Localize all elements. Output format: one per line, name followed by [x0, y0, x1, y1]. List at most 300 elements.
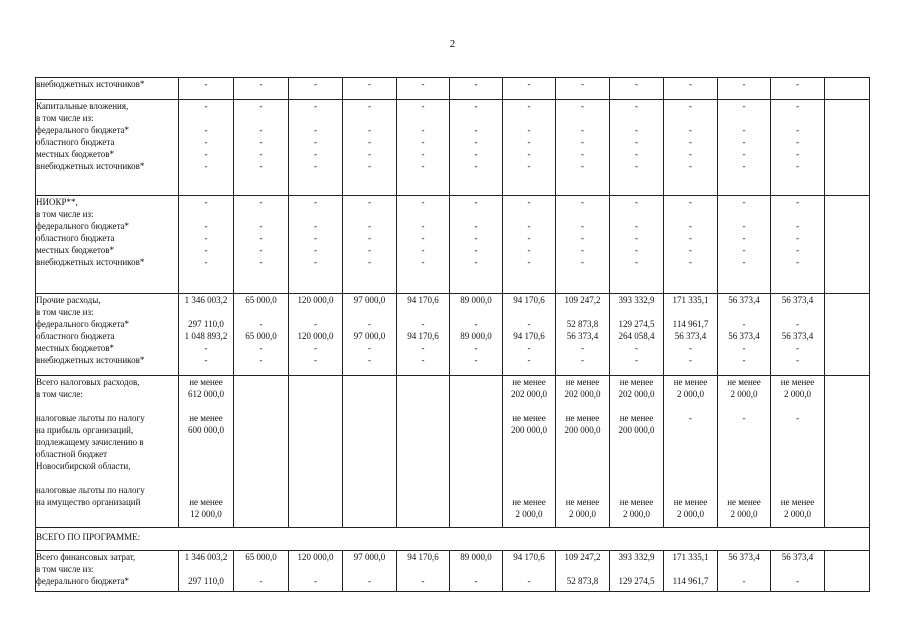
row-label-line	[36, 400, 178, 412]
row-label-line: в том числе из:	[36, 209, 94, 219]
cell-value	[556, 460, 609, 472]
cell-value: -	[368, 79, 371, 89]
cell-value: не менее	[189, 413, 223, 423]
cell-value	[397, 112, 449, 124]
cell-value: -	[527, 343, 531, 353]
cell-value: -	[421, 245, 425, 255]
value-cell	[450, 294, 503, 376]
cell-value: -	[421, 233, 425, 243]
cell-value	[397, 376, 449, 388]
cell-value: -	[204, 355, 208, 365]
cell-value: -	[581, 161, 584, 171]
row-label-line: НИОКР**,	[36, 197, 78, 207]
cell-value	[503, 436, 555, 448]
cell-value	[825, 78, 869, 90]
cell-value	[771, 484, 824, 496]
cell-value: не менее	[512, 413, 546, 423]
value-cell	[610, 100, 664, 196]
cell-value	[664, 460, 717, 472]
cell-value: -	[204, 79, 208, 89]
cell-value: -	[421, 197, 425, 207]
row-label-line: в том числе из:	[36, 307, 94, 317]
cell-value: -	[581, 245, 584, 255]
row-label-line: местных бюджетов*	[36, 149, 115, 159]
cell-value: -	[635, 137, 638, 147]
cell-value	[718, 306, 770, 318]
row-label-line: внебюджетных источников*	[36, 355, 145, 365]
cell-value	[664, 112, 717, 124]
cell-value: 297 110,0	[188, 576, 224, 586]
row-label	[36, 376, 179, 528]
cell-value	[397, 563, 449, 575]
cell-value: -	[368, 576, 371, 586]
value-cell	[234, 196, 289, 294]
table-row	[36, 528, 870, 551]
table-row	[36, 294, 870, 376]
row-label-line: внебюджетных источников*	[36, 79, 145, 89]
cell-value: -	[742, 343, 746, 353]
cell-value	[771, 208, 824, 220]
cell-value	[771, 400, 824, 412]
cell-value	[718, 400, 770, 412]
cell-value	[718, 484, 770, 496]
cell-value: -	[314, 355, 317, 365]
cell-value: 56 373,4	[728, 331, 760, 341]
cell-value: -	[527, 221, 531, 231]
cell-value: 393 332,9	[618, 295, 655, 305]
cell-value: -	[314, 319, 317, 329]
row-label	[36, 551, 179, 592]
value-cell	[503, 294, 556, 376]
cell-value: -	[689, 137, 692, 147]
row-label-line: областного бюджета	[36, 331, 115, 341]
cell-value: -	[689, 343, 692, 353]
cell-value	[556, 472, 609, 484]
value-cell	[289, 294, 343, 376]
value-cell	[179, 294, 234, 376]
value-cell	[556, 78, 610, 100]
cell-value	[397, 306, 449, 318]
value-cell	[718, 78, 771, 100]
cell-value: -	[581, 355, 584, 365]
cell-value: 97 000,0	[353, 331, 386, 341]
cell-value: 297 110,0	[188, 319, 224, 329]
cell-value: -	[742, 125, 746, 135]
cell-value: не менее	[673, 377, 708, 387]
cell-value: -	[796, 221, 799, 231]
cell-value	[289, 208, 342, 220]
cell-value: -	[314, 233, 317, 243]
page-number: 2	[449, 38, 456, 50]
cell-value: не менее	[619, 497, 654, 507]
cell-value: -	[368, 137, 371, 147]
cell-value	[179, 472, 233, 484]
cell-value: 97 000,0	[353, 552, 386, 562]
cell-value: 2 000,0	[730, 509, 758, 519]
value-cell	[718, 294, 771, 376]
cell-value: не менее	[727, 377, 761, 387]
value-cell	[343, 294, 397, 376]
cell-value: -	[474, 197, 478, 207]
cell-value: -	[368, 343, 371, 353]
value-cell	[771, 551, 825, 592]
cell-value: 94 170,6	[407, 552, 439, 562]
cell-value: -	[259, 137, 263, 147]
cell-value: -	[689, 79, 692, 89]
value-cell	[450, 376, 503, 528]
cell-value: -	[742, 79, 746, 89]
table-body	[36, 78, 870, 592]
cell-value	[556, 436, 609, 448]
cell-value: -	[635, 257, 638, 267]
row-label	[36, 196, 179, 294]
row-label-line: в том числе из:	[36, 113, 94, 123]
cell-value: 2 000,0	[569, 509, 596, 519]
cell-value	[610, 472, 663, 484]
cell-value	[289, 376, 342, 388]
cell-value: -	[581, 137, 584, 147]
cell-value: -	[527, 149, 531, 159]
cell-value: -	[527, 355, 531, 365]
cell-value: -	[635, 161, 638, 171]
cell-value	[179, 563, 233, 575]
row-label-line: областного бюджета	[36, 137, 115, 147]
cell-value	[664, 563, 717, 575]
row-label-line: Прочие расходы,	[36, 295, 101, 305]
cell-value	[610, 448, 663, 460]
value-cell	[503, 551, 556, 592]
value-cell	[610, 551, 664, 592]
cell-value	[556, 306, 609, 318]
cell-value: -	[474, 257, 478, 267]
row-label-line: подлежащему зачислению в	[36, 437, 144, 447]
row-label-line: федерального бюджета*	[36, 221, 130, 231]
cell-value	[664, 436, 717, 448]
cell-value: -	[742, 319, 746, 329]
cell-value: -	[314, 197, 317, 207]
cell-value: 65 000,0	[245, 552, 277, 562]
cell-value: 56 373,4	[728, 295, 760, 305]
cell-value: -	[796, 245, 799, 255]
cell-value: 114 961,7	[672, 576, 709, 586]
cell-value: -	[635, 355, 638, 365]
cell-value: -	[581, 149, 584, 159]
cell-value: -	[204, 137, 208, 147]
cell-value	[289, 563, 342, 575]
cell-value	[825, 376, 869, 388]
cell-value	[179, 448, 233, 460]
cell-value: 65 000,0	[245, 295, 277, 305]
cell-value: 109 247,2	[564, 552, 601, 562]
value-cell	[503, 196, 556, 294]
cell-value: не менее	[565, 377, 600, 387]
cell-value: не менее	[189, 497, 223, 507]
cell-value	[179, 400, 233, 412]
table-row	[36, 196, 870, 294]
value-cell	[397, 551, 450, 592]
cell-value	[556, 484, 609, 496]
cell-value	[503, 400, 555, 412]
value-cell	[343, 196, 397, 294]
cell-value	[825, 196, 869, 208]
value-cell	[825, 100, 870, 196]
cell-value	[289, 306, 342, 318]
cell-value	[718, 472, 770, 484]
cell-value: -	[204, 221, 208, 231]
cell-value: -	[796, 343, 799, 353]
value-cell	[664, 78, 718, 100]
cell-value	[718, 424, 770, 436]
cell-value: -	[421, 101, 425, 111]
cell-value: -	[474, 343, 478, 353]
value-cell	[289, 376, 343, 528]
cell-value: -	[314, 137, 317, 147]
cell-value	[718, 448, 770, 460]
cell-value: -	[204, 101, 208, 111]
value-cell	[503, 78, 556, 100]
cell-value: 56 373,4	[781, 331, 814, 341]
cell-value	[503, 208, 555, 220]
row-label-line: областной бюджет	[36, 449, 108, 459]
value-cell	[718, 551, 771, 592]
cell-value: -	[742, 245, 746, 255]
cell-value	[771, 112, 824, 124]
cell-value: 2 000,0	[784, 389, 811, 399]
cell-value: -	[259, 161, 263, 171]
cell-value: 56 373,4	[728, 552, 760, 562]
cell-value: -	[314, 221, 317, 231]
cell-value	[718, 436, 770, 448]
cell-value	[771, 306, 824, 318]
cell-value: -	[204, 197, 208, 207]
cell-value: -	[635, 79, 638, 89]
cell-value	[664, 448, 717, 460]
cell-value: не менее	[565, 497, 600, 507]
table-row	[36, 100, 870, 196]
cell-value: -	[259, 233, 263, 243]
cell-value: -	[368, 257, 371, 267]
cell-value: -	[474, 245, 478, 255]
cell-value: -	[689, 233, 692, 243]
cell-value: 114 961,7	[672, 319, 709, 329]
cell-value: -	[689, 221, 692, 231]
cell-value: 2 000,0	[730, 389, 758, 399]
cell-value	[825, 100, 869, 112]
cell-value: -	[742, 355, 746, 365]
cell-value: -	[796, 576, 799, 586]
cell-value	[771, 472, 824, 484]
cell-value	[503, 306, 555, 318]
cell-value: -	[421, 319, 425, 329]
cell-value: -	[796, 233, 799, 243]
cell-value: -	[314, 245, 317, 255]
cell-value: -	[796, 125, 799, 135]
cell-value: 202 000,0	[618, 389, 655, 399]
cell-value	[179, 306, 233, 318]
cell-value	[503, 460, 555, 472]
cell-value: 1 346 003,2	[184, 552, 228, 562]
cell-value: -	[259, 576, 263, 586]
cell-value: -	[635, 221, 638, 231]
cell-value: -	[314, 101, 317, 111]
cell-value: -	[259, 149, 263, 159]
cell-value	[825, 294, 869, 306]
cell-value	[718, 208, 770, 220]
cell-value: 200 000,0	[564, 425, 601, 435]
cell-value: -	[421, 149, 425, 159]
cell-value: 171 335,1	[672, 295, 709, 305]
value-cell	[503, 100, 556, 196]
cell-value: -	[742, 233, 746, 243]
cell-value: -	[368, 233, 371, 243]
value-cell	[610, 78, 664, 100]
cell-value: -	[204, 343, 208, 353]
cell-value: 202 000,0	[511, 389, 547, 399]
cell-value: -	[742, 101, 746, 111]
cell-value: 109 247,2	[564, 295, 601, 305]
cell-value	[771, 424, 824, 436]
row-label-line: федерального бюджета*	[36, 576, 130, 586]
cell-value: -	[581, 257, 584, 267]
cell-value: -	[689, 125, 692, 135]
cell-value	[771, 563, 824, 575]
cell-value	[179, 436, 233, 448]
cell-value: 120 000,0	[297, 331, 334, 341]
cell-value	[610, 112, 663, 124]
cell-value	[610, 484, 663, 496]
cell-value: -	[474, 137, 478, 147]
cell-value: -	[635, 343, 638, 353]
cell-value: -	[368, 355, 371, 365]
cell-value	[503, 472, 555, 484]
cell-value: 1 346 003,2	[184, 295, 228, 305]
value-cell	[450, 100, 503, 196]
cell-value	[556, 208, 609, 220]
row-label-line: на прибыль организаций,	[36, 425, 134, 435]
cell-value	[610, 306, 663, 318]
cell-value: -	[742, 576, 746, 586]
cell-value: -	[474, 221, 478, 231]
value-cell	[718, 376, 771, 528]
cell-value: -	[368, 245, 371, 255]
value-cell	[234, 78, 289, 100]
cell-value: 264 058,4	[618, 331, 655, 341]
row-label-line	[36, 472, 178, 484]
cell-value	[610, 460, 663, 472]
cell-value	[718, 112, 770, 124]
cell-value: -	[635, 233, 638, 243]
cell-value: -	[527, 233, 531, 243]
cell-value: -	[689, 355, 692, 365]
cell-value: -	[204, 257, 208, 267]
cell-value	[234, 112, 288, 124]
cell-value: -	[259, 319, 263, 329]
cell-value: -	[689, 197, 692, 207]
row-label-line: федерального бюджета*	[36, 125, 130, 135]
cell-value: -	[259, 79, 263, 89]
cell-value: 129 274,5	[618, 319, 655, 329]
table-row	[36, 376, 870, 528]
cell-value: -	[204, 161, 208, 171]
cell-value: 94 170,6	[407, 295, 439, 305]
cell-value	[610, 436, 663, 448]
cell-value: -	[742, 413, 746, 423]
cell-value: -	[474, 319, 478, 329]
value-cell	[343, 100, 397, 196]
cell-value	[179, 484, 233, 496]
value-cell	[664, 551, 718, 592]
cell-value: 612 000,0	[188, 389, 224, 399]
cell-value: -	[259, 197, 263, 207]
cell-value	[234, 208, 288, 220]
cell-value	[610, 563, 663, 575]
cell-value: -	[474, 79, 478, 89]
cell-value: -	[527, 245, 531, 255]
cell-value	[503, 484, 555, 496]
row-label-line: в том числе из:	[36, 564, 94, 574]
row-label-line: местных бюджетов*	[36, 245, 115, 255]
cell-value: 56 373,4	[781, 552, 814, 562]
value-cell	[556, 294, 610, 376]
cell-value	[664, 484, 717, 496]
cell-value: -	[368, 101, 371, 111]
value-cell	[343, 78, 397, 100]
value-cell	[179, 100, 234, 196]
cell-value: -	[204, 245, 208, 255]
cell-value: -	[796, 137, 799, 147]
value-cell	[234, 294, 289, 376]
cell-value: -	[259, 221, 263, 231]
cell-value: -	[474, 149, 478, 159]
cell-value: 97 000,0	[353, 295, 386, 305]
cell-value: 200 000,0	[511, 425, 547, 435]
value-cell	[397, 100, 450, 196]
value-cell	[825, 551, 870, 592]
cell-value	[343, 306, 396, 318]
cell-value	[397, 208, 449, 220]
row-label-line: Всего финансовых затрат,	[36, 552, 136, 562]
cell-value: -	[796, 197, 799, 207]
cell-value	[664, 424, 717, 436]
cell-value: -	[742, 161, 746, 171]
value-cell	[234, 100, 289, 196]
cell-value: -	[474, 161, 478, 171]
cell-value: -	[742, 197, 746, 207]
cell-value: -	[474, 101, 478, 111]
row-label-line: в том числе:	[36, 389, 83, 399]
value-cell	[450, 78, 503, 100]
cell-value: 52 873,8	[566, 576, 599, 586]
row-label-line: внебюджетных источников*	[36, 257, 145, 267]
cell-value: не менее	[189, 377, 223, 387]
cell-value	[179, 112, 233, 124]
cell-value	[503, 448, 555, 460]
row-label-line: местных бюджетов*	[36, 343, 115, 353]
cell-value: -	[474, 355, 478, 365]
cell-value: -	[581, 101, 584, 111]
cell-value: -	[527, 257, 531, 267]
row-label-line: налоговые льготы по налогу	[36, 413, 145, 423]
cell-value: -	[527, 319, 531, 329]
cell-value	[234, 563, 288, 575]
cell-value: 94 170,6	[513, 331, 545, 341]
cell-value: 171 335,1	[672, 552, 709, 562]
cell-value: -	[259, 101, 263, 111]
cell-value: не менее	[565, 413, 600, 423]
cell-value	[664, 208, 717, 220]
cell-value	[503, 112, 555, 124]
cell-value: 89 000,0	[460, 331, 492, 341]
